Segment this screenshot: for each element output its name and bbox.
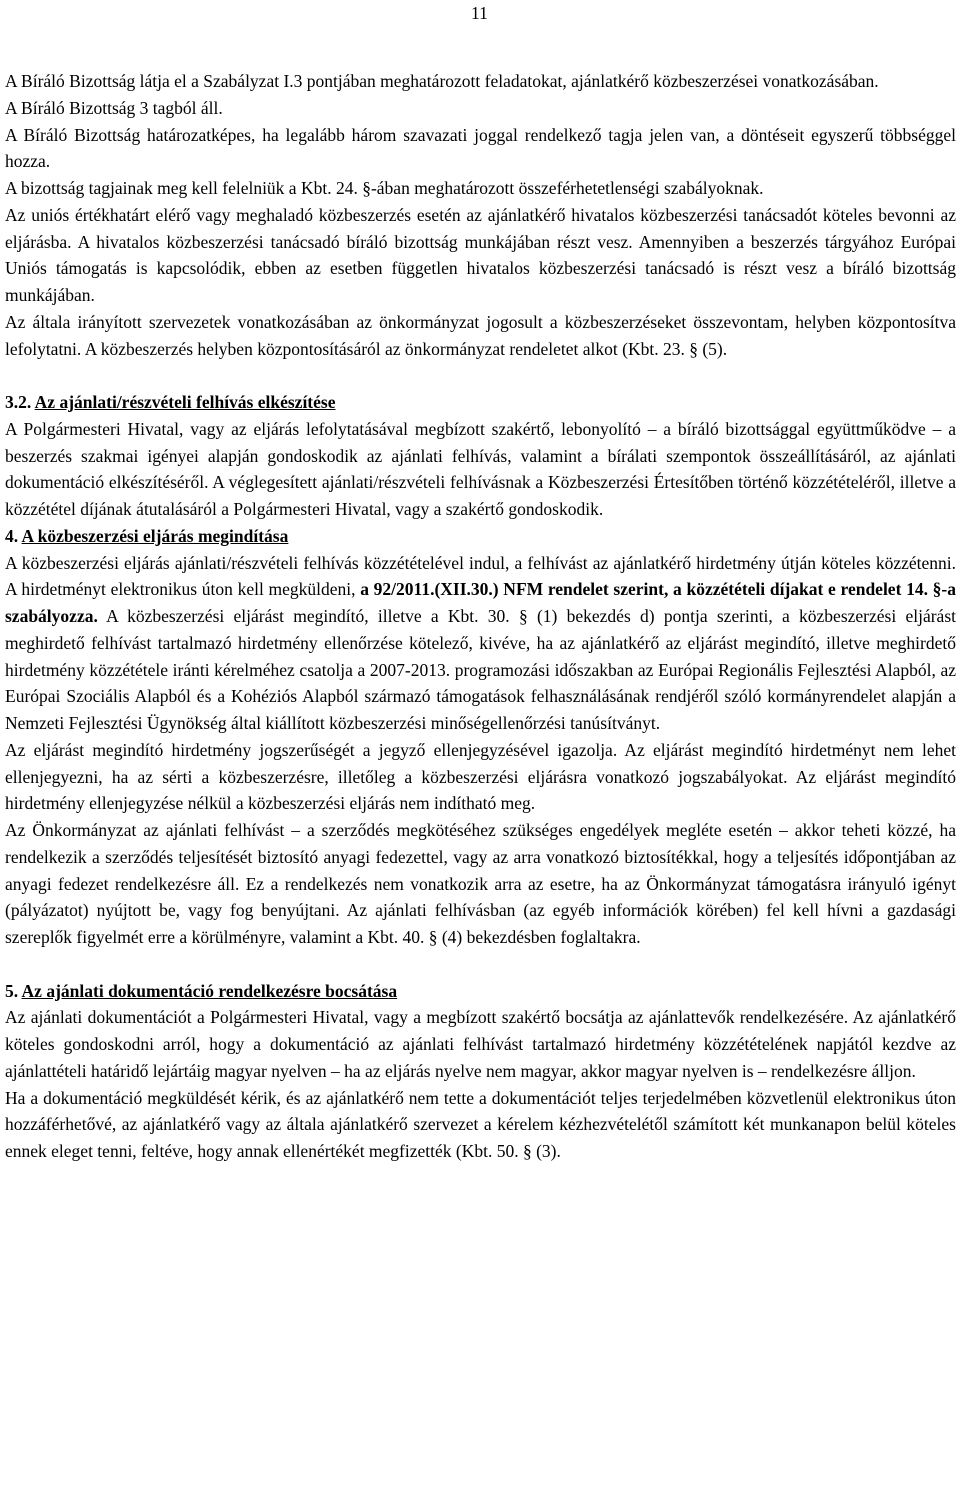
paragraph-quorum: A Bíráló Bizottság határozatképes, ha legalább három szavazati joggal rendelkező tagja jelen van, a döntéseit egyszerű többséggel hozza. — [5, 124, 956, 172]
section-title: Az ajánlati dokumentáció rendelkezésre bocsátása — [21, 980, 398, 1001]
text-run: A közbeszerzési eljárás ajánlati/részvételi felhívás közzétételével indul, a felhívást az ajánlatkérő hirdetmény útján köteles közzétenni. A hirdetményt elektronikus úton kell megküldeni, — [5, 552, 956, 600]
page-number: 11 — [471, 3, 488, 23]
section-heading-5 — [5, 978, 956, 1005]
section-heading-3-2 — [5, 389, 956, 416]
section-title: A közbeszerzési eljárás megindítása — [21, 525, 289, 546]
paragraph-conflict-of-interest: A bizottság tagjainak meg kell felelniük a Kbt. 24. §-ában meghatározott összeférhetetlenségi szabályoknak. — [5, 178, 764, 198]
paragraph-countersignature: Az eljárást megindító hirdetmény jogszerűségét a jegyző ellenjegyzésével igazolja. Az eljárást megindító hirdetményt nem lehet ellenjegyezni, ha az sérti a közbeszerzésre, illetőleg a közbeszerzési eljárásra vonatkozó jogszabályokat. Az eljárást megindító hirdetmény ellenjegyzése nélkül a közbeszerzési eljárás nem indítható meg. — [5, 739, 956, 814]
document-body — [5, 68, 956, 1165]
paragraph-centralised-procurement: Az általa irányított szervezetek vonatkozásában az önkormányzat jogosult a közbeszerzéseket összevontam, helyben központosítva lefolytatni. A közbeszerzés helyben központosításáról az önkormányzat rendeletet alkot (Kbt. 23. § (5). — [5, 311, 956, 359]
paragraph-eu-threshold: Az uniós értékhatárt elérő vagy meghaladó közbeszerzés esetén az ajánlatkérő hivatalos közbeszerzési tanácsadót köteles bevonni az eljárásba. A hivatalos közbeszerzési tanácsadó bíráló bizottság munkájában részt vesz. Amennyiben a beszerzés tárgyához Európai Uniós támogatás is kapcsolódik, ebben az esetben független hivatalos közbeszerzési tanácsadó is részt vesz a bíráló bizottság munkájában. — [5, 204, 956, 305]
section-number: 3.2. — [5, 392, 35, 412]
section-heading-4 — [5, 523, 956, 550]
text-run: A közbeszerzési eljárást megindító, illetve a Kbt. 30. § (1) bekezdés d) pontja szerinti, a közbeszerzési eljárást meghirdető felhívást tartalmazó hirdetmény ellenőrzése kötelező, kivéve, ha az ajánlatkérő az eljárást megindító, illetve meghirdető hirdetmény közzététele iránti kérelméhez csatolja a 2007-2013. programozási időszakban az Európai Regionális Fejlesztési Alapból, az Európai Szociális Alapból és a Kohéziós Alapból származó támogatások felhasználásának rendjéről szóló kormányrendelet alapján a Nemzeti Fejlesztési Ügynökség által kiállított közbeszerzési minőségellenőrzési tanúsítványt. — [5, 606, 956, 733]
section-number: 5. — [5, 980, 22, 1001]
paragraph-documentation-availability: Az ajánlati dokumentációt a Polgármesteri Hivatal, vagy a megbízott szakértő bocsátja az ajánlattevők rendelkezésére. Az ajánlatkérő köteles gondoskodni arról, hogy a dokumentáció az ajánlati felhívást tartalmazó hirdetmény közzétételének napjától kezdve az ajánlattételi határidő lejártáig magyar nyelven – ha az eljárás nyelve nem magyar, akkor magyar nyelven is – rendelkezésre álljon. — [5, 1007, 956, 1081]
paragraph-documentation-request: Ha a dokumentáció megküldését kérik, és az ajánlatkérő nem tette a dokumentációt teljes terjedelmében közvetlenül elektronikus úton hozzáférhetővé, az ajánlatkérő vagy az általa ajánlatkérő szervezet a kérelem kézhezvételétől számított két munkanapon belül köteles ennek eleget tenni, feltéve, hogy annak ellenértékét megfizették (Kbt. 50. § (3). — [5, 1087, 956, 1161]
blank-line — [5, 362, 956, 389]
section-title: Az ajánlati/részvételi felhívás elkészítése — [34, 392, 336, 412]
paragraph-committee-size: A Bíráló Bizottság 3 tagból áll. — [5, 97, 223, 118]
paragraph-call-preparation: A Polgármesteri Hivatal, vagy az eljárás lefolytatásával megbízott szakértő, lebonyolító – a bíráló bizottsággal együttműködve – a beszerzés szakmai igényei alapján gondoskodik az ajánlati felhívás, valamint a bírálati szempontok összeállításáról, az ajánlati dokumentáció elkészítéséről. A véglegesített ajánlati/részvételi felhívásnak a Közbeszerzési Értesítőben történő közzétételéről, illetve a közzététel díjának átutalásáról a Polgármesteri Hivatal, vagy a szakértő gondoskodik. — [5, 418, 956, 519]
paragraph-procedure-launch — [5, 550, 956, 737]
paragraph-funding-coverage: Az Önkormányzat az ajánlati felhívást – a szerződés megkötéséhez szükséges engedélyek megléte esetén – akkor teheti közzé, ha rendelkezik a szerződés teljesítését biztosító anyagi fedezettel, vagy az arra vonatkozó biztosítékkal, hogy a teljesítés időpontjában az anyagi fedezet rendelkezésre áll. Ez a rendelkezés nem vonatkozik arra az esetre, ha az Önkormányzat támogatásra irányuló igényt (pályázatot) nyújtott be, vagy fog benyújtani. Az ajánlati felhívásban (az egyéb információk körében) fel kell hívni a gazdasági szereplők figyelmét erre a körülményre, valamint a Kbt. 40. § (4) bekezdésben foglaltakra. — [5, 820, 956, 947]
bold-text-run: a 92/2011.(XII.30.) NFM rendelet szerint, a közzétételi díjakat e rendelet 14. §-a szabályozza. — [5, 579, 956, 626]
blank-line — [5, 951, 956, 978]
section-number: 4. — [5, 525, 22, 546]
paragraph-committee-duties: A Bíráló Bizottság látja el a Szabályzat I.3 pontjában meghatározott feladatokat, ajánlatkérő közbeszerzései vonatkozásában. — [5, 71, 879, 91]
